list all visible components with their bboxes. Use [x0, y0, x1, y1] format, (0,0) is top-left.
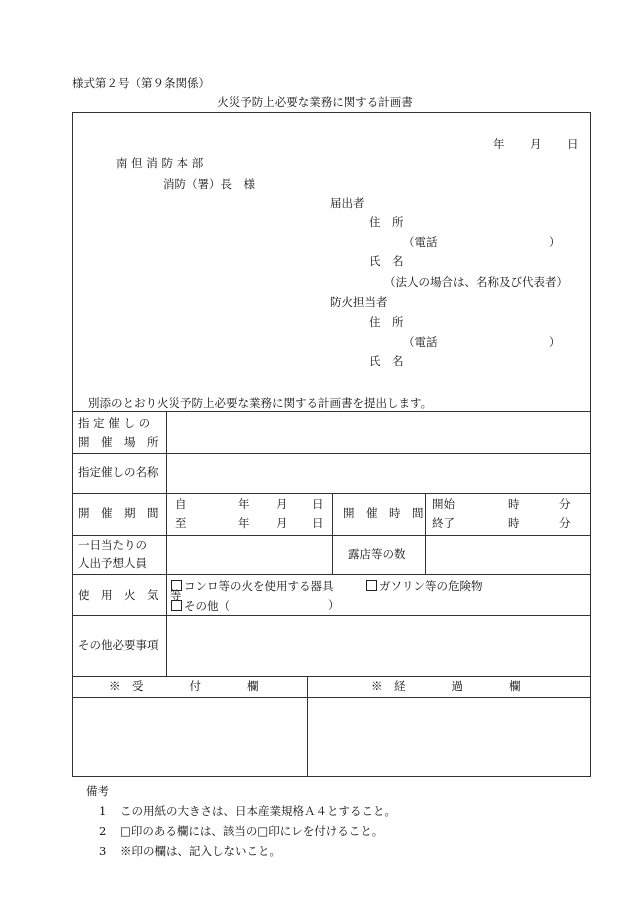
stove-option-label: コンロ等の火を使用する器具: [184, 579, 334, 593]
time-end-label: 終了: [432, 516, 455, 530]
fire-use-label: 使 用 火 気 等: [78, 588, 182, 602]
progress-header: ※ 経 過 欄: [371, 679, 521, 693]
fire-officer-phone-close: ）: [549, 335, 561, 349]
period-to: 至: [175, 516, 187, 530]
other-matters-field[interactable]: [170, 618, 588, 673]
venue-field[interactable]: [170, 414, 588, 450]
other-checkbox[interactable]: [171, 600, 182, 611]
time-start-label: 開始: [432, 497, 455, 511]
attendance-field[interactable]: [170, 538, 328, 571]
event-name-field[interactable]: [170, 456, 588, 490]
reception-area: [76, 700, 304, 774]
gasoline-checkbox[interactable]: [366, 580, 377, 591]
attendance-label-line2: 人出予想人員: [78, 556, 147, 570]
note-number: 2: [99, 824, 107, 838]
row-divider: [72, 697, 591, 698]
other-matters-label: その他必要事項: [78, 638, 159, 652]
period-label: 開 催 期 間: [78, 506, 159, 520]
statement: 別添のとおり火災予防上必要な業務に関する計画書を提出します。: [88, 396, 433, 410]
reception-header: ※ 受 付 欄: [109, 679, 259, 693]
applicant-name-label: 氏 名: [369, 254, 404, 268]
note-text: この用紙の大きさは、日本産業規格Ａ４とすること。: [120, 804, 396, 818]
time-end-hour[interactable]: 時: [508, 516, 520, 530]
fire-officer-address-label: 住 所: [369, 315, 404, 329]
period-from: 自: [175, 497, 187, 511]
row-divider: [72, 615, 591, 616]
form-number: 様式第２号（第９条関係）: [72, 76, 210, 90]
column-divider: [307, 676, 308, 777]
note-text: ※印の欄は、記入しないこと。: [120, 844, 281, 858]
fire-officer-name-label: 氏 名: [369, 354, 404, 368]
attendance-label-line1: 一日当たりの: [78, 538, 147, 552]
date-day[interactable]: 日: [567, 137, 579, 151]
progress-area: [311, 700, 588, 774]
note-number: 3: [99, 844, 107, 858]
gasoline-option-label: ガソリン等の危険物: [379, 579, 483, 593]
period-from-month[interactable]: 月: [276, 497, 288, 511]
note-text: □印のある欄には、該当の□印にレを付けること。: [120, 824, 384, 838]
period-from-year[interactable]: 年: [238, 497, 250, 511]
time-end-minute[interactable]: 分: [559, 516, 571, 530]
recipient-line1: 南 但 消 防 本 部: [116, 156, 204, 170]
applicant-phone-close: ）: [549, 235, 561, 249]
option-stove[interactable]: [171, 580, 334, 593]
event-name-label: 指定催しの名称: [78, 465, 159, 479]
form-title: 火災予防上必要な業務に関する計画書: [217, 95, 413, 109]
applicant-label: 届出者: [330, 196, 365, 210]
notes-heading: 備考: [86, 784, 109, 798]
label-column-divider: [166, 411, 167, 676]
recipient-line2: 消防（署）長 様: [163, 177, 255, 191]
date-month[interactable]: 月: [530, 137, 542, 151]
stove-checkbox[interactable]: [171, 580, 182, 591]
time-label: 開 催 時 間: [343, 506, 424, 520]
option-gasoline[interactable]: [366, 580, 483, 593]
applicant-address-label: 住 所: [369, 215, 404, 229]
stalls-label: 露店等の数: [348, 547, 406, 561]
fire-officer-label: 防火担当者: [330, 295, 388, 309]
row-divider: [72, 676, 591, 677]
time-start-hour[interactable]: 時: [508, 497, 520, 511]
period-to-month[interactable]: 月: [276, 516, 288, 530]
stalls-field[interactable]: [429, 538, 588, 571]
other-option-label: その他（: [184, 599, 230, 613]
period-to-year[interactable]: 年: [238, 516, 250, 530]
column-divider: [425, 493, 426, 574]
venue-label-line2: 開 催 場 所: [78, 435, 159, 449]
applicant-phone-label: （電話: [403, 235, 438, 249]
option-other[interactable]: [171, 600, 230, 613]
applicant-corp-note: （法人の場合は、名称及び代表者）: [384, 275, 568, 289]
row-divider: [72, 453, 591, 454]
other-option-close: ）: [328, 598, 340, 612]
time-start-minute[interactable]: 分: [559, 497, 571, 511]
date-year[interactable]: 年: [493, 137, 505, 151]
row-divider: [72, 574, 591, 575]
note-number: 1: [99, 804, 107, 818]
fire-officer-phone-label: （電話: [403, 335, 438, 349]
column-divider: [332, 493, 333, 574]
venue-label-line1: 指 定 催 し の: [78, 416, 151, 430]
period-to-day[interactable]: 日: [312, 516, 324, 530]
row-divider: [72, 411, 591, 412]
period-from-day[interactable]: 日: [312, 497, 324, 511]
